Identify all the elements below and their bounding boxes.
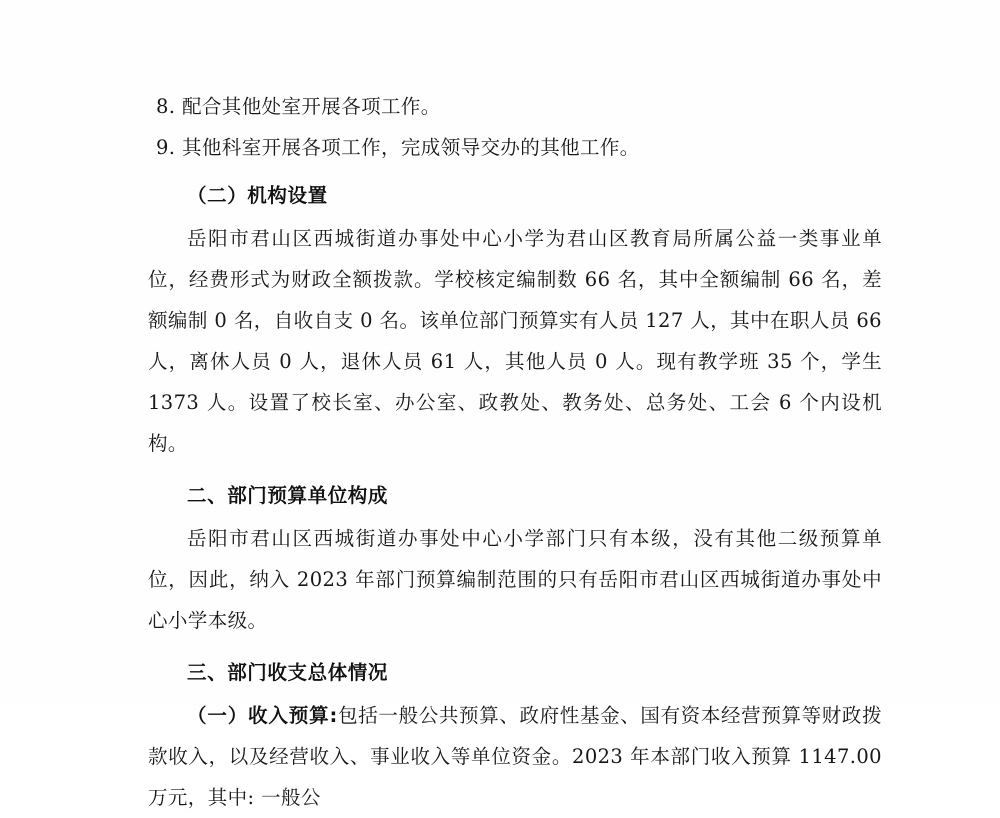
section-heading-revenue-expenditure-overview: 三、部门收支总体情况 xyxy=(187,661,389,684)
section-paragraph-budget-unit-composition: 岳阳市君山区西城街道办事处中心小学部门只有本级，没有其他二级预算单位，因此，纳入 2023 年部门预算编制范围的只有岳阳市君山区西城街道办事处中心小学本级。 xyxy=(148,527,882,632)
document-body xyxy=(148,86,882,818)
spacer xyxy=(148,464,882,474)
list-item: 9. 其他科室开展各项工作，完成领导交办的其他工作。 xyxy=(156,136,640,159)
section-paragraph-revenue-expenditure-overview xyxy=(148,695,882,818)
spacer xyxy=(148,641,882,651)
section-heading-org-setup: （二）机构设置 xyxy=(187,184,328,207)
section-heading-budget-unit-composition: 二、部门预算单位构成 xyxy=(187,484,389,507)
subsection-heading-revenue-budget: （一）收入预算: xyxy=(187,704,338,727)
section-paragraph-org-setup: 岳阳市君山区西城街道办事处中心小学为君山区教育局所属公益一类事业单位，经费形式为财政全额拨款。学校核定编制数 66 名，其中全额编制 66 名，差额编制 0 名，自收自支 0 名。该单位部门预算实有人员 127 人，其中在职人员 66 人，离休人员 0 人，退休人员 61 人，其他人员 0 人。现有教学班 35 个，学生 1373 人。设置了校长室、办公室、政教处、教务处、总务处、工会 6 个内设机构。 xyxy=(148,227,882,455)
list-item: 8. 配合其他处室开展各项工作。 xyxy=(156,95,441,118)
subsection-text-revenue-budget: 包括一般公共预算、政府性基金、国有资本经营预算等财政拨款收入，以及经营收入、事业收入等单位资金。2023 年本部门收入预算 1147.00 万元，其中: 一般公 xyxy=(148,704,882,809)
